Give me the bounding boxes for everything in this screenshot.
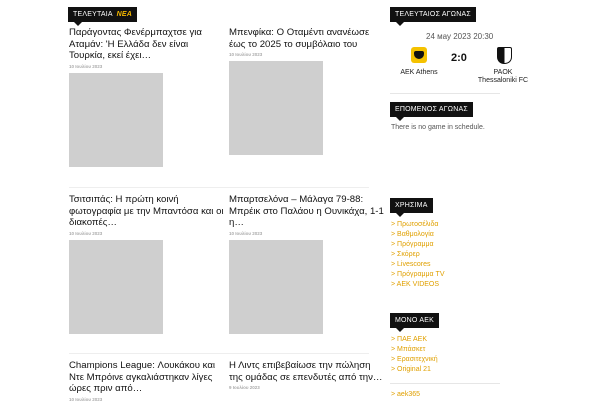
- useful-link-schedule[interactable]: > Πρόγραμμα: [391, 241, 434, 248]
- away-team-name-line1: PAOK: [493, 69, 513, 76]
- useful-link-scorers[interactable]: > Σκόρερ: [391, 251, 420, 258]
- article-card[interactable]: [69, 27, 225, 167]
- article-card[interactable]: [69, 194, 225, 334]
- latest-news-header: [68, 7, 137, 22]
- only-aek-link-pae[interactable]: > ΠΑΕ ΑΕΚ: [391, 336, 427, 343]
- row-divider: [69, 187, 369, 188]
- useful-link-front-pages[interactable]: > Πρωτοσέλιδα: [391, 221, 439, 228]
- article-title[interactable]: Παράγοντας Φενέρμπαχτσε για Αταμάν: 'Η Ελλάδα δεν είναι Τουρκία, εκεί έχει…: [69, 27, 202, 61]
- article-card[interactable]: [69, 360, 225, 402]
- match-score: 2:0: [451, 52, 467, 64]
- sidebar-divider: [390, 383, 500, 384]
- footer-links: [391, 390, 420, 400]
- article-card[interactable]: [229, 194, 385, 334]
- useful-link-tv-schedule[interactable]: > Πρόγραμμα TV: [391, 271, 445, 278]
- away-team-crest[interactable]: [495, 47, 513, 64]
- next-match-label: ΕΠΟΜΕΝΟΣ ΑΓΩΝΑΣ: [395, 106, 468, 113]
- article-date: 10 Ιουλίου 2023: [69, 63, 103, 69]
- useful-link-standings[interactable]: > Βαθμολογία: [391, 231, 434, 238]
- paok-crest-icon: [497, 47, 512, 64]
- only-aek-header: [390, 313, 439, 328]
- only-aek-link-original21[interactable]: > Original 21: [391, 366, 431, 373]
- article-card[interactable]: [229, 27, 385, 155]
- article-thumbnail[interactable]: [229, 61, 323, 155]
- away-team-name-line2: Thessaloniki FC: [477, 77, 529, 84]
- article-date: 10 Ιουλίου 2023: [69, 230, 103, 236]
- article-date: 9 Ιουλίου 2023: [229, 385, 260, 390]
- useful-link-aek-videos[interactable]: > AEK VIDEOS: [391, 281, 440, 288]
- home-team-name[interactable]: AEK Athens: [400, 69, 438, 76]
- only-aek-label: ΜΟΝΟ ΑΕΚ: [395, 317, 434, 324]
- latest-news-label: ΤΕΛΕΥΤΑΙΑ: [73, 11, 113, 18]
- article-title[interactable]: Τσιτσιπάς: Η πρώτη κοινή φωτογραφία με την Μπαντόσα και οι διακοπές…: [69, 194, 224, 228]
- article-thumbnail[interactable]: [69, 73, 163, 167]
- useful-label: ΧΡΗΣΙΜΑ: [395, 202, 428, 209]
- latest-news-accent: ΝΕΑ: [116, 11, 132, 18]
- last-match-label: ΤΕΛΕΥΤΑΙΟΣ ΑΓΩΝΑΣ: [395, 11, 471, 18]
- away-team-name[interactable]: [471, 69, 535, 85]
- aek365-link[interactable]: > aek365: [391, 391, 420, 398]
- article-title[interactable]: Η Λιντς επιβεβαίωσε την πώληση της ομάδας σε επενδυτές από την…: [229, 360, 383, 383]
- aek-crest-icon: [411, 47, 427, 63]
- article-title[interactable]: Μπενφίκα: Ο Οταμέντι ανανέωσε έως το 2025 το συμβόλαιο του: [229, 27, 370, 50]
- article-date: 10 Ιουλίου 2023: [229, 52, 263, 57]
- useful-link-livescores[interactable]: > Livescores: [391, 261, 431, 268]
- useful-links: [391, 220, 445, 290]
- home-team-crest[interactable]: [410, 47, 428, 63]
- only-aek-link-basketball[interactable]: > Μπάσκετ: [391, 346, 426, 353]
- article-card[interactable]: [229, 360, 385, 390]
- article-date: 10 Ιουλίου 2023: [69, 396, 103, 402]
- article-title[interactable]: Μπαρτσελόνα – Μάλαγα 79-88: Μπρέικ στο Παλάου η Ουνικάχα, 1-1 η…: [229, 194, 384, 228]
- useful-header: [390, 198, 433, 213]
- article-title[interactable]: Champions League: Λουκάκου και Ντε Μπρόινε αγκαλιάστηκαν λίγες ώρες πριν από…: [69, 360, 216, 394]
- next-match-empty-text: There is no game in schedule.: [391, 124, 485, 131]
- next-match-header: [390, 102, 473, 117]
- row-divider: [69, 353, 369, 354]
- last-match-header: [390, 7, 476, 22]
- article-date: 10 Ιουλίου 2023: [229, 230, 263, 236]
- match-date: 24 мау 2023 20:30: [426, 32, 494, 41]
- only-aek-links: [391, 335, 438, 375]
- sidebar-divider: [390, 93, 500, 94]
- article-thumbnail[interactable]: [69, 240, 163, 334]
- article-thumbnail[interactable]: [229, 240, 323, 334]
- only-aek-link-amateur[interactable]: > Ερασιτεχνική: [391, 356, 438, 363]
